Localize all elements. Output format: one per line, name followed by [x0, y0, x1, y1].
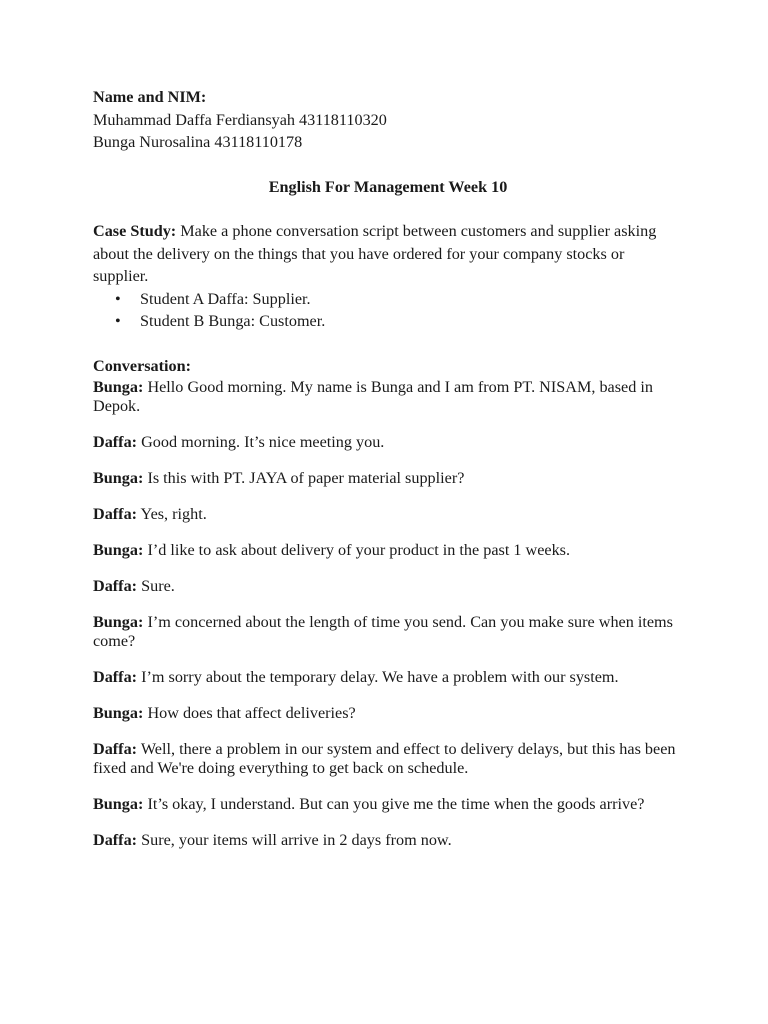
speaker: Daffa: — [93, 433, 138, 451]
conversation-line — [93, 378, 683, 416]
document-content — [93, 86, 683, 867]
conversation-line — [93, 795, 683, 814]
speaker: Bunga: — [93, 795, 144, 813]
conversation-line — [93, 613, 683, 651]
conversation-line — [93, 433, 683, 452]
role-item: • Student B Bunga: Customer. — [93, 310, 683, 333]
conversation-line — [93, 505, 683, 524]
conversation-line — [93, 577, 683, 596]
conversation-label: Conversation: — [93, 356, 192, 375]
case-study-text: Make a phone conversation script between customers and supplier asking about the delivery on the things that you have ordered for your company stocks or supplier. — [93, 222, 657, 285]
student-2: Bunga Nurosalina 43118110178 — [93, 133, 303, 151]
utterance: I’m concerned about the length of time you send. Can you make sure when items come? — [93, 613, 673, 650]
speaker: Daffa: — [93, 577, 138, 595]
role-item: • Student A Daffa: Supplier. — [93, 288, 683, 311]
case-study-paragraph — [93, 220, 683, 288]
utterance: Hello Good morning. My name is Bunga and I am from PT. NISAM, based in Depok. — [93, 378, 653, 415]
utterance: Sure, your items will arrive in 2 days from now. — [137, 831, 452, 849]
speaker: Bunga: — [93, 613, 144, 631]
utterance: Well, there a problem in our system and effect to delivery delays, but this has been fixed and We're doing everything to get back on schedule. — [93, 740, 676, 777]
conversation-line — [93, 740, 683, 778]
conversation-line — [93, 704, 683, 723]
speaker: Bunga: — [93, 378, 144, 396]
speaker: Daffa: — [93, 831, 138, 849]
role-list — [93, 288, 683, 333]
conversation-line — [93, 469, 683, 488]
utterance: Good morning. It’s nice meeting you. — [137, 433, 385, 451]
student-1: Muhammad Daffa Ferdiansyah 43118110320 — [93, 110, 387, 129]
conversation — [93, 378, 683, 850]
utterance: Yes, right. — [137, 505, 207, 523]
speaker: Bunga: — [93, 469, 144, 487]
speaker: Bunga: — [93, 541, 144, 559]
utterance: I’m sorry about the temporary delay. We have a problem with our system. — [137, 668, 619, 686]
conversation-line — [93, 541, 683, 560]
speaker: Daffa: — [93, 668, 138, 686]
speaker: Bunga: — [93, 704, 144, 722]
utterance: I’d like to ask about delivery of your product in the past 1 weeks. — [143, 541, 571, 559]
speaker: Daffa: — [93, 740, 138, 758]
utterance: Sure. — [137, 577, 175, 595]
conversation-line — [93, 668, 683, 687]
utterance: How does that affect deliveries? — [143, 704, 356, 722]
utterance: It’s okay, I understand. But can you give me the time when the goods arrive? — [143, 795, 645, 813]
utterance: Is this with PT. JAYA of paper material supplier? — [143, 469, 465, 487]
name-nim-label: Name and NIM: — [93, 88, 207, 106]
case-study-label: Case Study: — [93, 222, 177, 240]
conversation-line — [93, 831, 683, 850]
speaker: Daffa: — [93, 505, 138, 523]
document-title: English For Management Week 10 — [268, 177, 508, 196]
